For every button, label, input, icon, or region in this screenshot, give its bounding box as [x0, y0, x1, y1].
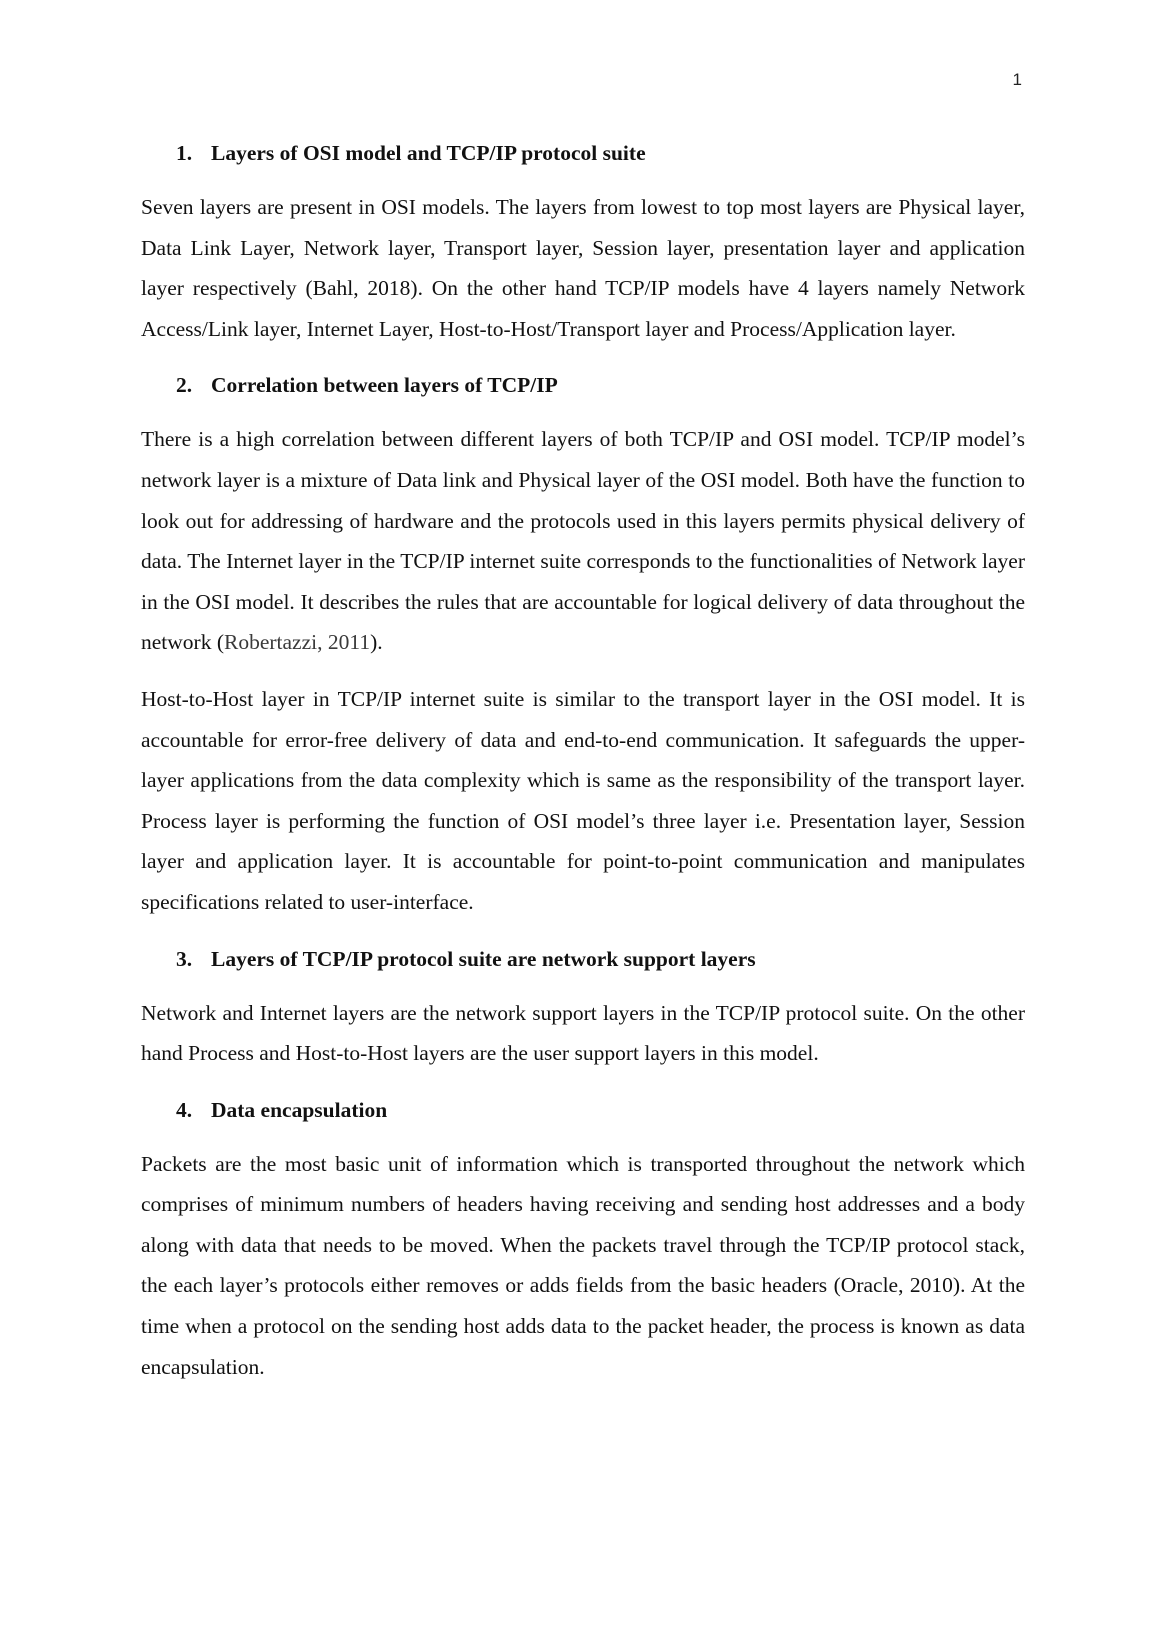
- paragraph: Seven layers are present in OSI models. The layers from lowest to top most layers are Physical layer, Data Link Layer, Network layer, Transport layer, Session layer, presentation layer and application layer respectively (Bahl, 2018). On the other hand TCP/IP models have 4 layers namely Network Access/Link layer, Internet Layer, Host-to-Host/Transport layer and Process/Application layer.: [141, 195, 1025, 341]
- section-title: Layers of OSI model and TCP/IP protocol suite: [211, 141, 646, 165]
- section-number: 4.: [176, 1097, 193, 1122]
- section-heading-3: [176, 939, 1025, 979]
- section-number: 3.: [176, 946, 193, 971]
- paragraph: Host-to-Host layer in TCP/IP internet suite is similar to the transport layer in the OSI model. It is accountable for error-free delivery of data and end-to-end communication. It safeguards the upper-layer applications from the data complexity which is same as the responsibility of the transport layer. Process layer is performing the function of OSI model’s three layer i.e. Presentation layer, Session layer and application layer. It is accountable for point-to-point communication and manipulates specifications related to user-interface.: [141, 686, 1025, 914]
- paragraph: Packets are the most basic unit of information which is transported throughout the network which comprises of minimum numbers of headers having receiving and sending host addresses and a body along with data that needs to be moved. When the packets travel through the TCP/IP protocol stack, the each layer’s protocols either removes or adds fields from the basic headers (Oracle, 2010). At the time when a protocol on the sending host adds data to the packet header, the process is known as data encapsulation.: [141, 1151, 1025, 1379]
- paragraph-text-end: ).: [370, 630, 383, 655]
- document-body: [141, 133, 1025, 1403]
- section-title: Correlation between layers of TCP/IP: [211, 373, 558, 398]
- page-number: 1: [1012, 70, 1022, 89]
- section-title: Data encapsulation: [211, 1097, 388, 1122]
- paragraph-text: There is a high correlation between different layers of both TCP/IP and OSI model. TCP/IP model’s network layer is a mixture of Data link and Physical layer of the OSI model. Both have the function to look out for addressing of hardware and the protocols used in this layers permits physical delivery of data. The Internet layer in the TCP/IP internet suite corresponds to the functionalities of Network layer in the OSI model. It describes the rules that are accountable for logical delivery of data throughout the network (: [141, 427, 1025, 655]
- section-title: Layers of TCP/IP protocol suite are network support layers: [211, 946, 756, 971]
- paragraph: Network and Internet layers are the network support layers in the TCP/IP protocol suite. On the other hand Process and Host-to-Host layers are the user support layers in this model.: [141, 1000, 1025, 1066]
- section-number: 2.: [176, 373, 193, 398]
- section-heading-1: [176, 133, 1025, 173]
- paragraph: [141, 419, 1025, 663]
- citation: Robertazzi, 2011: [224, 630, 371, 655]
- section-heading-2: [176, 365, 1025, 405]
- section-heading-4: [176, 1090, 1025, 1130]
- section-number: 1.: [176, 141, 193, 165]
